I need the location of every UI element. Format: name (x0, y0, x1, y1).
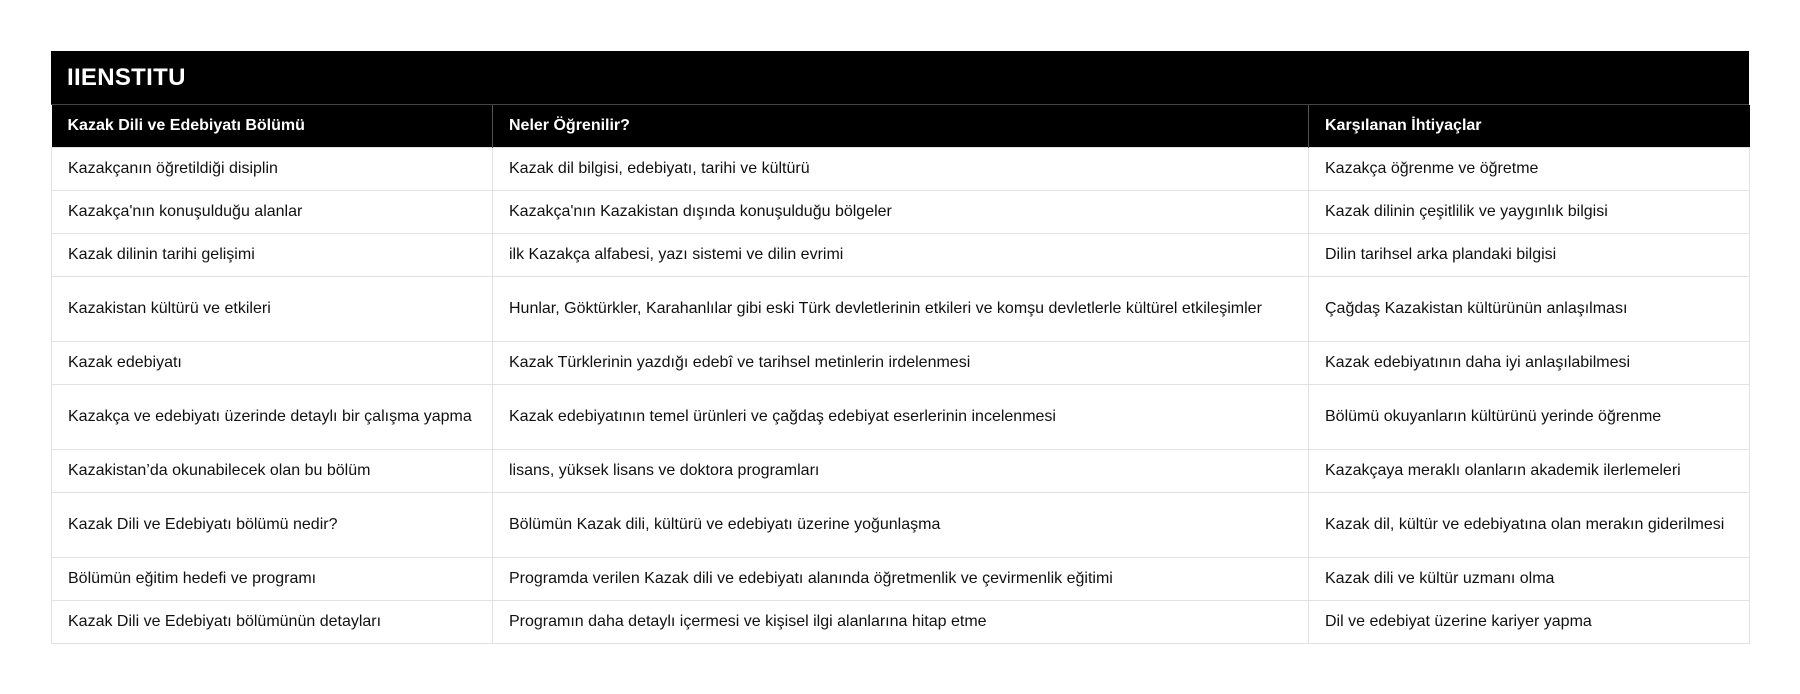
table-cell: Kazak dilinin çeşitlilik ve yaygınlık bilgisi (1309, 191, 1750, 234)
table-row (52, 234, 1750, 277)
table-cell: Programın daha detaylı içermesi ve kişisel ilgi alanlarına hitap etme (493, 601, 1309, 644)
table-cell: Kazak Dili ve Edebiyatı bölümü nedir? (52, 493, 493, 558)
table-cell: lisans, yüksek lisans ve doktora programları (493, 450, 1309, 493)
table-cell: Kazak dil, kültür ve edebiyatına olan merakın giderilmesi (1309, 493, 1750, 558)
table-cell: Kazakça ve edebiyatı üzerinde detaylı bir çalışma yapma (52, 385, 493, 450)
column-header: Kazak Dili ve Edebiyatı Bölümü (52, 105, 493, 148)
table-container (51, 51, 1749, 644)
table-row (52, 450, 1750, 493)
table-cell: Bölümün Kazak dili, kültürü ve edebiyatı üzerine yoğunlaşma (493, 493, 1309, 558)
table-cell: Kazak dilinin tarihi gelişimi (52, 234, 493, 277)
column-header: Neler Öğrenilir? (493, 105, 1309, 148)
header-row (52, 105, 1750, 148)
table-cell: Programda verilen Kazak dili ve edebiyatı alanında öğretmenlik ve çevirmenlik eğitimi (493, 558, 1309, 601)
table-cell: Bölümün eğitim hedefi ve programı (52, 558, 493, 601)
table-row (52, 601, 1750, 644)
table-cell: ilk Kazakça alfabesi, yazı sistemi ve dilin evrimi (493, 234, 1309, 277)
table-cell: Kazak edebiyatının daha iyi anlaşılabilmesi (1309, 342, 1750, 385)
table-row (52, 385, 1750, 450)
table-row (52, 148, 1750, 191)
table-row (52, 558, 1750, 601)
table-row (52, 277, 1750, 342)
brand-title: IIENSTITU (51, 51, 1749, 105)
table-row (52, 493, 1750, 558)
table-cell: Kazak Türklerinin yazdığı edebî ve tarihsel metinlerin irdelenmesi (493, 342, 1309, 385)
table-cell: Kazakistan’da okunabilecek olan bu bölüm (52, 450, 493, 493)
table-cell: Kazak edebiyatının temel ürünleri ve çağdaş edebiyat eserlerinin incelenmesi (493, 385, 1309, 450)
table-cell: Kazakistan kültürü ve etkileri (52, 277, 493, 342)
table-cell: Kazakça öğrenme ve öğretme (1309, 148, 1750, 191)
table-cell: Kazak edebiyatı (52, 342, 493, 385)
table-cell: Hunlar, Göktürkler, Karahanlılar gibi eski Türk devletlerinin etkileri ve komşu devletlerle kültürel etkileşimler (493, 277, 1309, 342)
table-cell: Kazakça'nın Kazakistan dışında konuşulduğu bölgeler (493, 191, 1309, 234)
table-cell: Bölümü okuyanların kültürünü yerinde öğrenme (1309, 385, 1750, 450)
table-cell: Kazak dil bilgisi, edebiyatı, tarihi ve kültürü (493, 148, 1309, 191)
table-cell: Kazak dili ve kültür uzmanı olma (1309, 558, 1750, 601)
table-row (52, 191, 1750, 234)
table-cell: Kazak Dili ve Edebiyatı bölümünün detayları (52, 601, 493, 644)
table-cell: Kazakçanın öğretildiği disiplin (52, 148, 493, 191)
data-table (51, 105, 1750, 644)
table-cell: Çağdaş Kazakistan kültürünün anlaşılması (1309, 277, 1750, 342)
table-row (52, 342, 1750, 385)
table-cell: Dil ve edebiyat üzerine kariyer yapma (1309, 601, 1750, 644)
column-header: Karşılanan İhtiyaçlar (1309, 105, 1750, 148)
table-cell: Kazakça'nın konuşulduğu alanlar (52, 191, 493, 234)
table-cell: Dilin tarihsel arka plandaki bilgisi (1309, 234, 1750, 277)
table-cell: Kazakçaya meraklı olanların akademik ilerlemeleri (1309, 450, 1750, 493)
